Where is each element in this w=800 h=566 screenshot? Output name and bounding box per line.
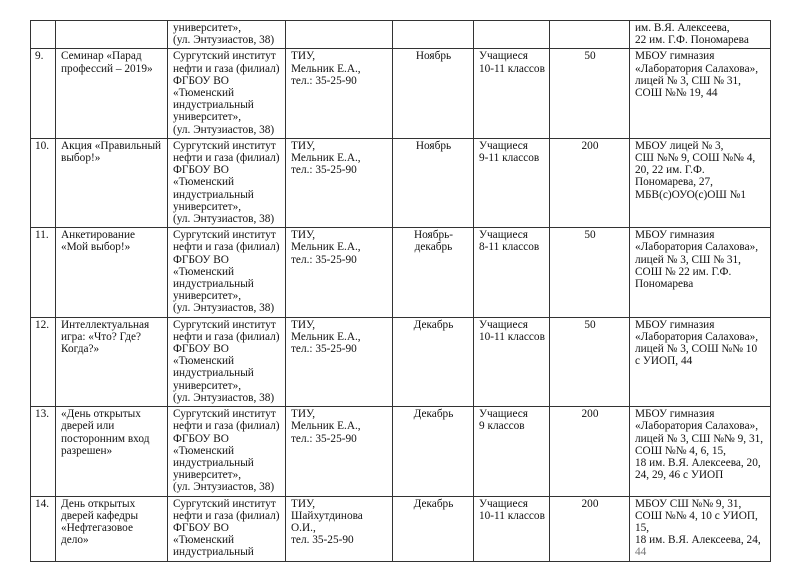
participant-count-cell <box>550 407 630 496</box>
participant-count-cell <box>550 317 630 406</box>
participant-count-cell <box>550 228 630 317</box>
schools: МБОУ гимназия «Лаборатория Салахова», лицей № 3, СОШ №№ 10 с УИОП, 44 <box>635 318 759 368</box>
row-number-cell <box>31 407 56 496</box>
organizer-cell <box>286 21 393 49</box>
venue-cell <box>168 317 286 406</box>
date: Декабрь <box>413 497 454 510</box>
event-name: Семинар «Парад профессий – 2019» <box>61 50 153 75</box>
date: Ноябрь- декабрь <box>413 229 454 254</box>
date-cell <box>393 21 474 49</box>
venue-cell <box>168 138 286 227</box>
venue: Сургутский институт нефти и газа (филиал) ФГБОУ ВО «Тюменский индустриальный университет», (ул. Энтузиастов, 38) <box>173 229 280 315</box>
participants-cell <box>474 49 550 138</box>
venue-cell <box>168 49 286 138</box>
date-cell <box>393 317 474 406</box>
venue: университет», (ул. Энтузиастов, 38) <box>173 22 275 47</box>
schools-cell <box>630 228 771 317</box>
event-name: «День открытых дверей или посторонним вход разрешен» <box>61 408 150 457</box>
event-name-cell <box>56 228 168 317</box>
participants: Учащиеся 10-11 классов <box>479 497 545 522</box>
row-number-cell <box>31 228 56 317</box>
table-row <box>31 317 771 406</box>
venue-cell <box>168 228 286 317</box>
events-table <box>30 20 771 562</box>
schools-cell <box>630 21 771 49</box>
date: Декабрь <box>413 408 454 421</box>
event-name: День открытых дверей кафедры «Нефтегазовое дело» <box>61 497 139 547</box>
participant-count-cell <box>550 138 630 227</box>
participants-cell <box>474 138 550 227</box>
organizer-cell <box>286 496 393 561</box>
organizer: ТИУ, Мельник Е.А., тел.: 35-25-90 <box>291 229 361 266</box>
table-row <box>31 407 771 496</box>
schools-cell <box>630 49 771 138</box>
date-cell <box>393 138 474 227</box>
participants: Учащиеся 9-11 классов <box>479 139 540 165</box>
organizer: ТИУ, Мельник Е.А., тел.: 35-25-90 <box>291 318 361 356</box>
venue-cell <box>168 496 286 561</box>
organizer-cell <box>286 317 393 406</box>
participants-cell <box>474 317 550 406</box>
row-number-cell <box>31 49 56 138</box>
organizer-cell <box>286 407 393 496</box>
schools: МБОУ СШ №№ 9, 31, СОШ №№ 4, 10 с УИОП, 15, 18 им. В.Я. Алексеева, 24, <box>635 497 761 547</box>
schools: им. В.Я. Алексеева, 22 им. Г.Ф. Пономарева <box>635 22 749 47</box>
participant-count-cell <box>550 49 630 138</box>
venue: Сургутский институт нефти и газа (филиал) ФГБОУ ВО «Тюменский индустриальный <box>173 497 280 559</box>
participant-count-cell <box>550 21 630 49</box>
row-number-cell <box>31 496 56 561</box>
venue-cell <box>168 407 286 496</box>
row-number-cell <box>31 21 56 49</box>
participants-cell <box>474 228 550 317</box>
date-cell <box>393 407 474 496</box>
organizer: ТИУ, Мельник Е.А., тел.: 35-25-90 <box>291 50 361 87</box>
participant-count: 50 <box>584 318 596 331</box>
event-name-cell <box>56 49 168 138</box>
schools-cell <box>630 138 771 227</box>
row-number: 13. <box>35 408 50 421</box>
participant-count: 200 <box>581 139 599 152</box>
venue: Сургутский институт нефти и газа (филиал) ФГБОУ ВО «Тюменский индустриальный университет», (ул. Энтузиастов, 38) <box>173 50 280 136</box>
table-row <box>31 496 771 561</box>
row-number-cell <box>31 317 56 406</box>
table-row <box>31 138 771 227</box>
row-number: 10. <box>35 139 50 152</box>
schools-cell <box>630 407 771 496</box>
row-number: 9. <box>35 50 44 63</box>
table-row <box>31 49 771 138</box>
date-cell <box>393 228 474 317</box>
participant-count: 200 <box>581 408 599 421</box>
schools: МБОУ гимназия «Лаборатория Салахова», лицей № 3, СШ №№ 9, 31, СОШ №№ 4, 6, 15, 18 им. В.Я. Алексеева, 20, 24, 29, 46 с УИОП <box>635 408 764 482</box>
participant-count-cell <box>550 496 630 561</box>
participants-cell <box>474 21 550 49</box>
venue: Сургутский институт нефти и газа (филиал) ФГБОУ ВО «Тюменский индустриальный университет», (ул. Энтузиастов, 38) <box>173 408 280 494</box>
schools: МБОУ гимназия «Лаборатория Салахова», лицей № 3, СШ № 31, СОШ № 22 им. Г.Ф. Пономарева <box>635 229 759 291</box>
participants-cell <box>474 496 550 561</box>
table-row <box>31 21 771 49</box>
event-name-cell <box>56 317 168 406</box>
venue-cell <box>168 21 286 49</box>
venue: Сургутский институт нефти и газа (филиал) ФГБОУ ВО «Тюменский индустриальный университет», (ул. Энтузиастов, 38) <box>173 139 280 226</box>
participant-count: 200 <box>581 497 599 510</box>
event-name-cell <box>56 407 168 496</box>
date-cell <box>393 49 474 138</box>
participants: Учащиеся 10-11 классов <box>479 318 545 343</box>
participants: Учащиеся 8-11 классов <box>479 229 540 254</box>
row-number-cell <box>31 138 56 227</box>
organizer: ТИУ, Мельник Е.А., тел.: 35-25-90 <box>291 408 361 445</box>
event-name: Акция «Правильный выбор!» <box>61 139 162 165</box>
venue: Сургутский институт нефти и газа (филиал) ФГБОУ ВО «Тюменский индустриальный университет», (ул. Энтузиастов, 38) <box>173 318 280 404</box>
schools-cell <box>630 317 771 406</box>
date-cell <box>393 496 474 561</box>
organizer-cell <box>286 49 393 138</box>
event-name: Анкетирование «Мой выбор!» <box>61 229 136 254</box>
row-number: 14. <box>35 497 50 510</box>
event-name-cell <box>56 138 168 227</box>
table-row <box>31 228 771 317</box>
participants: Учащиеся 9 классов <box>479 408 528 433</box>
row-number: 11. <box>35 229 49 242</box>
date: Ноябрь <box>415 50 452 63</box>
participants: Учащиеся 10-11 классов <box>479 50 545 75</box>
participants-cell <box>474 407 550 496</box>
participant-count: 50 <box>584 50 596 63</box>
event-name-cell <box>56 21 168 49</box>
organizer: ТИУ, Мельник Е.А., тел.: 35-25-90 <box>291 139 361 177</box>
event-name: Интеллектуальная игра: «Что? Где? Когда?» <box>61 318 150 356</box>
row-number: 12. <box>35 318 50 331</box>
schools-cell <box>630 496 771 561</box>
schools: МБОУ лицей № 3, СШ №№ 9, СОШ №№ 4, 20, 22 им. Г.Ф. Пономарева, 27, МБВ(с)ОУО(с)ОШ №1 <box>635 139 756 201</box>
organizer-cell <box>286 138 393 227</box>
event-name-cell <box>56 496 168 561</box>
participant-count: 50 <box>584 229 596 242</box>
date: Декабрь <box>413 318 454 331</box>
organizer-cell <box>286 228 393 317</box>
schools: МБОУ гимназия «Лаборатория Салахова», лицей № 3, СШ № 31, СОШ №№ 19, 44 <box>635 50 759 100</box>
schools-tail: 44 <box>635 546 647 559</box>
date: Ноябрь <box>415 139 452 152</box>
organizer: ТИУ, Шайхутдинова О.И., тел. 35-25-90 <box>291 497 363 547</box>
